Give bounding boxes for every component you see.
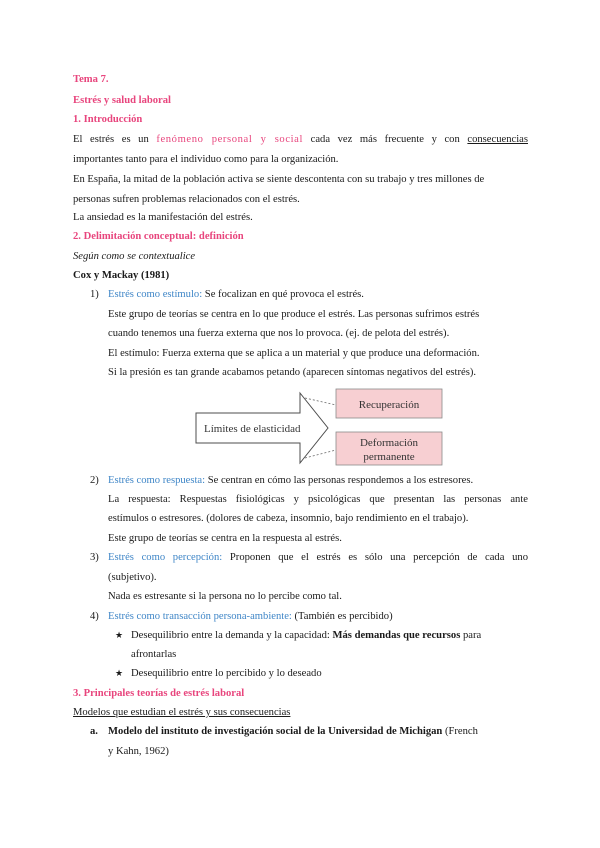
underlined-term: consecuencias <box>467 134 528 145</box>
connector-line <box>305 398 336 405</box>
paragraph-line: y Kahn, 1962) <box>108 746 169 757</box>
paragraph-line: Si la presión es tan grande acabamos petando (aparecen síntomas negativos del estrés). <box>108 367 477 378</box>
section-heading-teorias: 3. Principales teorías de estrés laboral <box>73 688 245 699</box>
paragraph-line: La respuesta: Respuestas fisiológicas y psicológicas que presentan las personas ante <box>108 494 528 505</box>
recovery-label: Recuperación <box>358 399 420 411</box>
paragraph-line: Este grupo de teorías se centra en lo que produce el estrés. Las personas sufrimos estrés <box>108 309 480 320</box>
paragraph-line: afrontarlas <box>131 649 177 660</box>
paragraph-line: personas sufren problemas relacionados con el estrés. <box>73 194 300 205</box>
arrow-label: Límites de elasticidad <box>204 423 301 435</box>
subtitle: Según como se contextualice <box>73 251 196 262</box>
list-item-michigan: Modelo del instituto de investigación social de la Universidad de Michigan (French <box>108 726 478 737</box>
paragraph-line: La ansiedad es la manifestación del estrés. <box>73 212 253 223</box>
list-item-transaccion: Estrés como transacción persona-ambiente: (También es percibido) <box>108 611 393 622</box>
section-heading-delimitacion: 2. Delimitación conceptual: definición <box>73 231 244 242</box>
list-number: 1) <box>90 289 99 300</box>
paragraph-line: El estímulo: Fuerza externa que se aplica a un material y que produce una deformación. <box>108 348 480 359</box>
list-item-estimulo: Estrés como estímulo: Se focalizan en qué provoca el estrés. <box>108 289 364 300</box>
list-item-respuesta: Estrés como respuesta: Se centran en cómo las personas respondemos a los estresores. <box>108 475 474 486</box>
paragraph-line: Este grupo de teorías se centra en la respuesta al estrés. <box>108 533 342 544</box>
paragraph-line: importantes tanto para el individuo como para la organización. <box>73 154 339 165</box>
paragraph-line: Nada es estresante si la persona no lo percibe como tal. <box>108 591 342 602</box>
section-heading-introduccion: 1. Introducción <box>73 114 143 125</box>
list-item-percepcion: Estrés como percepción: Proponen que el estrés es sólo una percepción de cada uno <box>108 552 528 563</box>
topic-number: Tema 7. <box>73 74 109 85</box>
models-subheading: Modelos que estudian el estrés y sus consecuencias <box>73 707 291 718</box>
paragraph-line: estímulos o estresores. (dolores de cabeza, insomnio, bajo rendimiento en el trabajo). <box>108 513 469 524</box>
author-reference: Cox y Mackay (1981) <box>73 270 170 281</box>
paragraph-line: En España, la mitad de la población activa se siente descontenta con su trabajo y tres millones de <box>73 174 485 185</box>
star-bullet-icon: ★ <box>115 630 124 640</box>
paragraph-line: (subjetivo). <box>108 572 157 583</box>
star-bullet-icon: ★ <box>115 668 124 678</box>
highlighted-term: fenómeno personal y social <box>156 134 304 145</box>
deformation-label-line1: Deformación <box>359 437 419 449</box>
paragraph-line: El estrés es un fenómeno personal y social cada vez más frecuente y con consecuencias <box>73 134 528 145</box>
list-number: 2) <box>90 475 99 486</box>
paragraph-line: cuando tenemos una fuerza externa que nos lo provoca. (ej. de pelota del estrés). <box>108 328 450 339</box>
bullet-item: Desequilibrio entre la demanda y la capacidad: Más demandas que recursos para <box>131 630 482 641</box>
bullet-item: Desequilibrio entre lo percibido y lo deseado <box>131 668 322 679</box>
list-number: 3) <box>90 552 99 563</box>
deformation-label-line2: permanente <box>363 451 415 463</box>
list-letter: a. <box>90 726 98 737</box>
document-title: Estrés y salud laboral <box>73 95 172 106</box>
list-number: 4) <box>90 611 99 622</box>
